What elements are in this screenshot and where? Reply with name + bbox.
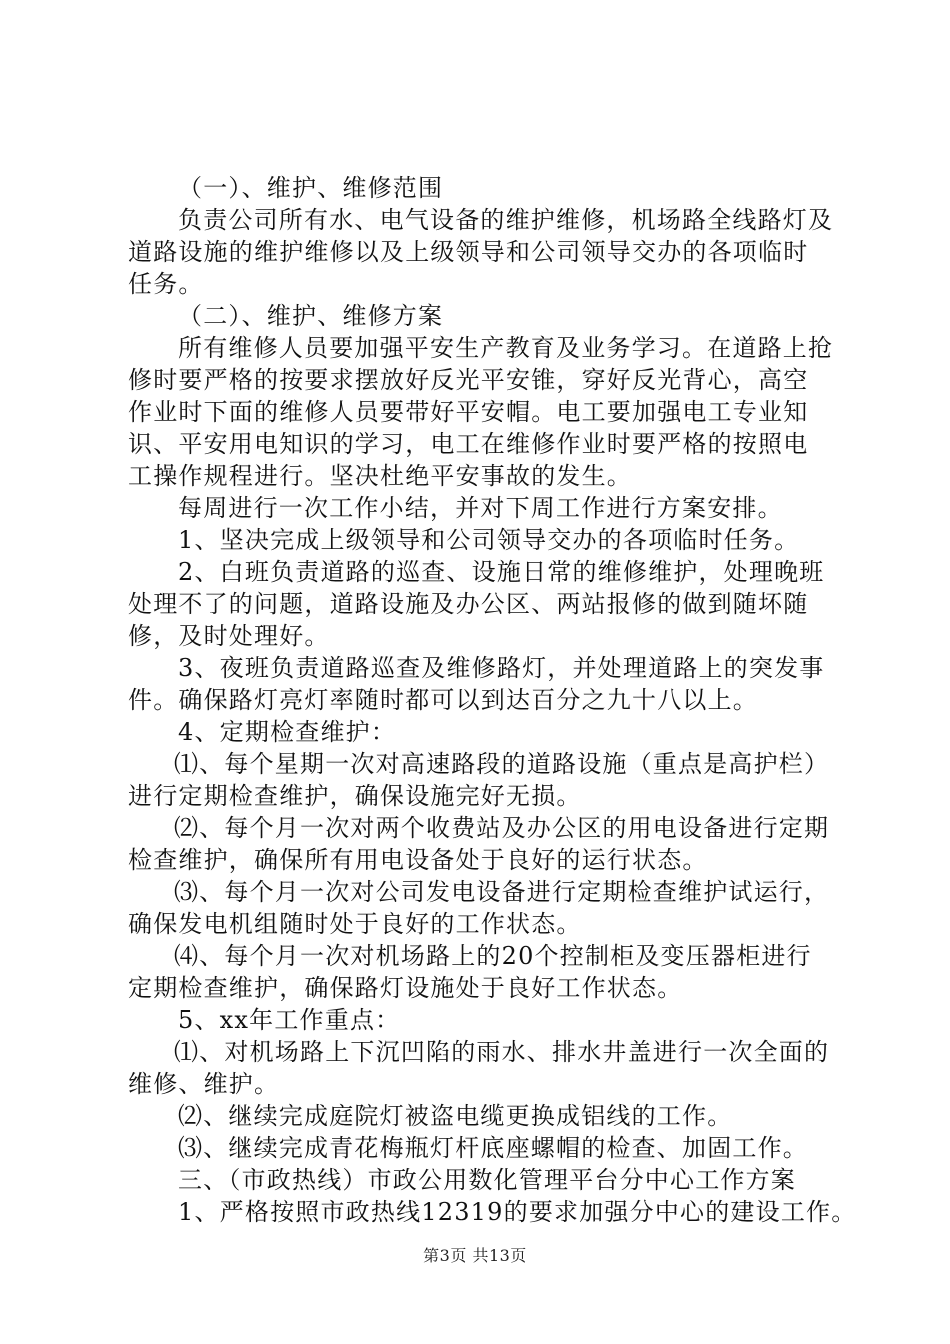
- document-line: 件。确保路灯亮灯率随时都可以到达百分之九十八以上。: [128, 686, 758, 714]
- document-line: ⑶、继续完成青花梅瓶灯杆底座螺帽的检查、加固工作。: [178, 1134, 808, 1162]
- document-line: 1、坚决完成上级领导和公司领导交办的各项临时任务。: [178, 526, 800, 554]
- document-line: ⑷、每个月一次对机场路上的20个控制柜及变压器柜进行: [174, 942, 812, 970]
- document-line: ⑵、每个月一次对两个收费站及办公区的用电设备进行定期: [174, 814, 830, 842]
- document-line: 修，及时处理好。: [128, 622, 330, 650]
- document-line: 三、（市政热线）市政公用数化管理平台分中心工作方案: [178, 1166, 796, 1194]
- document-line: 4、定期检查维护：: [178, 718, 397, 746]
- document-line: 1、严格按照市政热线12319的要求加强分中心的建设工作。: [178, 1198, 857, 1226]
- document-line: ⑴、每个星期一次对高速路段的道路设施（重点是高护栏）: [174, 750, 830, 778]
- document-line: 修时要严格的按要求摆放好反光平安锥，穿好反光背心，高空: [128, 366, 809, 394]
- document-line: 工操作规程进行。坚决杜绝平安事故的发生。: [128, 462, 632, 490]
- document-line: 确保发电机组随时处于良好的工作状态。: [128, 910, 582, 938]
- document-line: 负责公司所有水、电气设备的维护维修，机场路全线路灯及: [178, 206, 834, 234]
- document-line: ⑵、继续完成庭院灯被盗电缆更换成铝线的工作。: [178, 1102, 733, 1130]
- document-line: （二）、维护、维修方案: [178, 302, 444, 330]
- document-line: 维修、维护。: [128, 1070, 280, 1098]
- document-line: ⑶、每个月一次对公司发电设备进行定期检查维护试运行，: [174, 878, 830, 906]
- document-line: 作业时下面的维修人员要带好平安帽。电工要加强电工专业知: [128, 398, 809, 426]
- document-line: ⑴、对机场路上下沉凹陷的雨水、排水井盖进行一次全面的: [174, 1038, 830, 1066]
- document-line: 3、夜班负责道路巡查及维修路灯，并处理道路上的突发事: [178, 654, 825, 682]
- document-line: 5、xx年工作重点：: [178, 1006, 401, 1034]
- document-line: 处理不了的问题，道路设施及办公区、两站报修的做到随坏随: [128, 590, 809, 618]
- document-line: （一）、维护、维修范围: [178, 174, 444, 202]
- document-line: 所有维修人员要加强平安生产教育及业务学习。在道路上抢: [178, 334, 834, 362]
- document-line: 定期检查维护，确保路灯设施处于良好工作状态。: [128, 974, 683, 1002]
- document-line: 每周进行一次工作小结，并对下周工作进行方案安排。: [178, 494, 783, 522]
- document-line: 检查维护，确保所有用电设备处于良好的运行状态。: [128, 846, 708, 874]
- document-line: 任务。: [128, 270, 204, 298]
- document-line: 识、平安用电知识的学习，电工在维修作业时要严格的按照电: [128, 430, 809, 458]
- document-body: [128, 172, 857, 1228]
- document-line: 道路设施的维护维修以及上级领导和公司领导交办的各项临时: [128, 238, 809, 266]
- document-line: 进行定期检查维护，确保设施完好无损。: [128, 782, 582, 810]
- page-footer: 第3页 共13页: [423, 1246, 527, 1265]
- document-line: 2、白班负责道路的巡查、设施日常的维修维护，处理晚班: [178, 558, 825, 586]
